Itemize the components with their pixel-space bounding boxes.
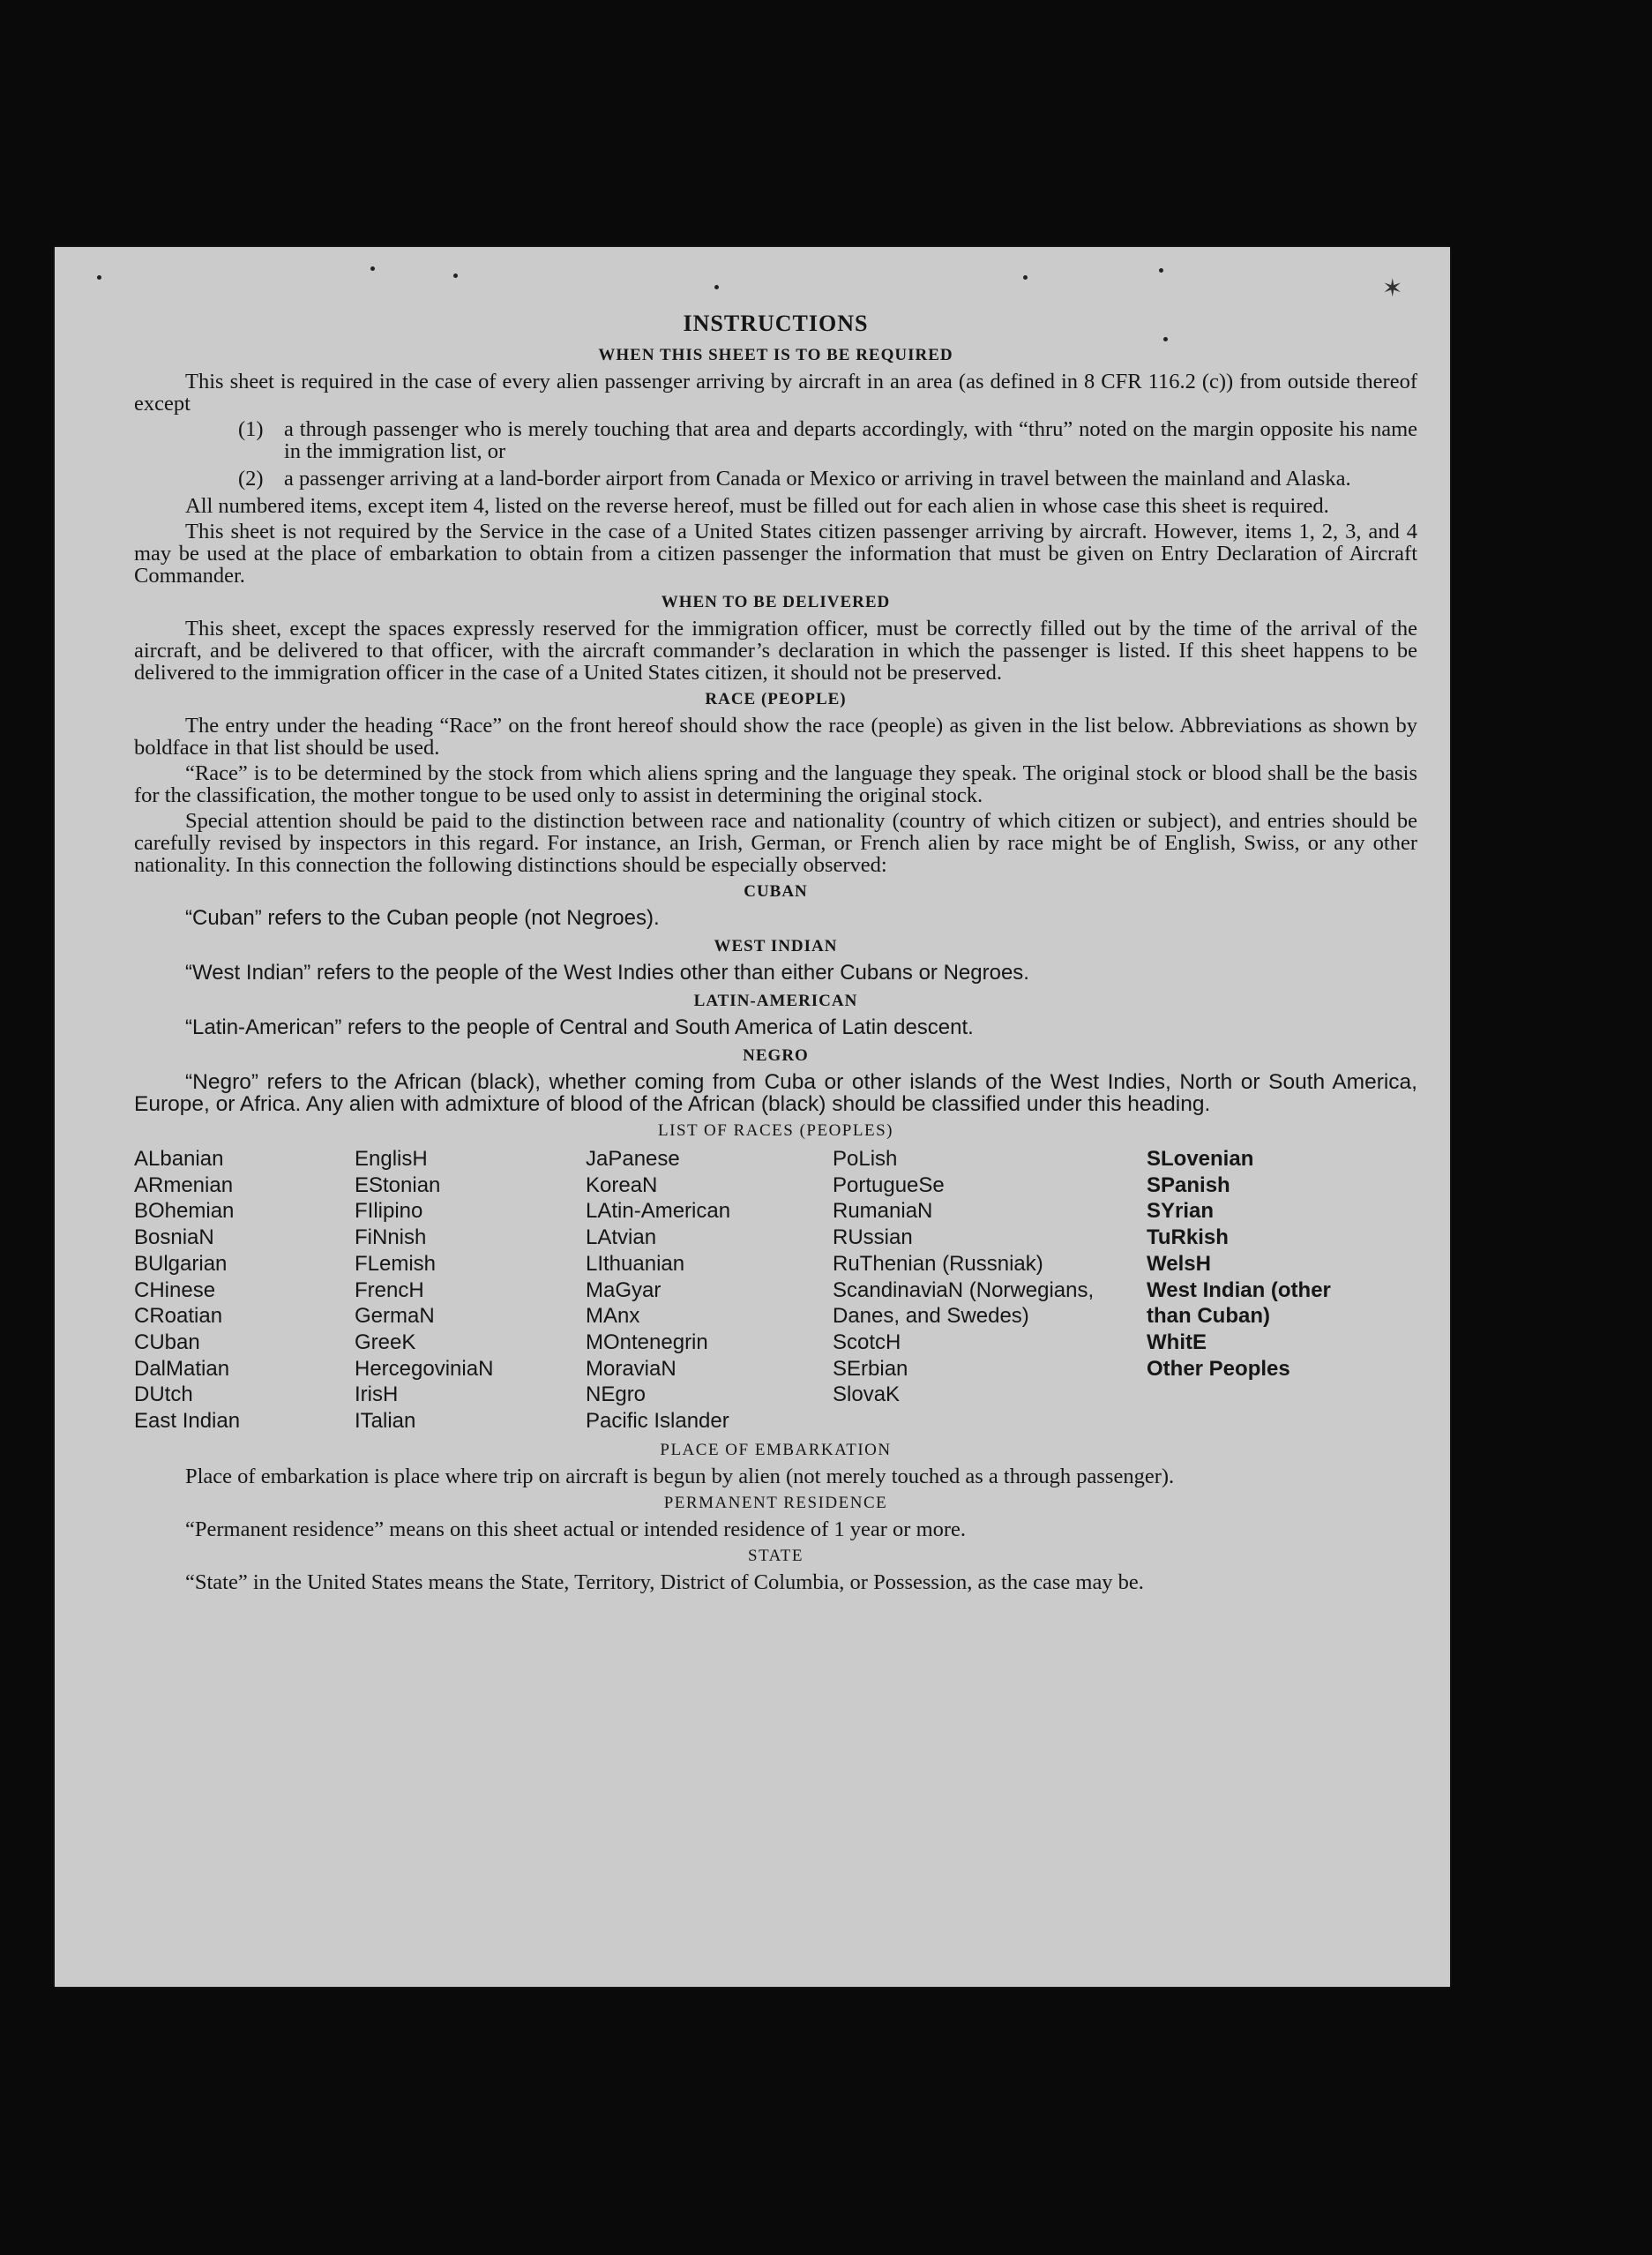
race-item: LIthuanian <box>586 1251 685 1276</box>
subheading-latin-american: LATIN-AMERICAN <box>693 992 858 1010</box>
race-item: ScotcH <box>833 1330 901 1354</box>
race-item: GreeK <box>355 1330 416 1354</box>
race-item: MaGyar <box>586 1277 662 1302</box>
race-item: CRoatian <box>134 1304 223 1329</box>
definition-negro: “Negro” refers to the African (black), whether coming from Cuba or other islands of the West Indies, North or South America, Europe, or Africa. Any alien with admixture of blood of the African (black) should be classified under this heading. <box>134 1070 1417 1116</box>
paragraph: “State” in the United States means the State, Territory, District of Columbia, or Possession, as the case may be. <box>185 1570 1144 1594</box>
list-item <box>134 418 1417 462</box>
race-item: ScandinaviaN (Norwegians, Danes, and Swedes) <box>833 1277 1095 1329</box>
race-item: Other Peoples <box>1147 1356 1290 1381</box>
item-text: a passenger arriving at a land-border airport from Canada or Mexico or arriving in travel between the mainland and Alaska. <box>284 467 1351 491</box>
race-item: WelsH <box>1147 1251 1211 1276</box>
paragraph: Place of embarkation is place where trip on aircraft is begun by alien (not merely touched as a through passenger). <box>185 1464 1175 1488</box>
race-item: BOhemian <box>134 1199 235 1224</box>
race-item: FrencH <box>355 1277 424 1302</box>
race-item: SYrian <box>1147 1199 1215 1224</box>
race-item: RuThenian (Russniak) <box>833 1251 1043 1276</box>
speck <box>1159 268 1163 273</box>
race-item: DUtch <box>134 1382 193 1407</box>
instructions-body <box>134 311 1417 1597</box>
race-item: MOntenegrin <box>586 1330 708 1354</box>
race-item: FIlipino <box>355 1199 423 1224</box>
race-item: DalMatian <box>134 1356 230 1381</box>
subheading-negro: NEGRO <box>743 1046 809 1065</box>
item-text: a through passenger who is merely touching that area and departs accordingly, with “thru” noted on the margin opposite his name in the immigration list, or <box>284 417 1417 463</box>
race-item: FLemish <box>355 1251 437 1276</box>
race-item: IrisH <box>355 1382 399 1407</box>
race-item: EnglisH <box>355 1147 428 1171</box>
section-heading-race: RACE (PEOPLE) <box>705 690 847 708</box>
paragraph: All numbered items, except item 4, listed on the reverse hereof, must be filled out for each alien in whose case this sheet is required. <box>185 494 1329 518</box>
speck <box>714 285 719 289</box>
paragraph: This sheet is not required by the Service in the case of a United States citizen passenger arriving by aircraft. However, items 1, 2, 3, and 4 may be used at the place of embarkation to obtain from a citizen passenger the information that must be given on Entry Declaration of Aircraft Commander. <box>134 520 1417 588</box>
speck <box>97 275 101 280</box>
speck <box>453 273 458 278</box>
race-item: West Indian (other than Cuban) <box>1147 1277 1331 1329</box>
race-item: TuRkish <box>1147 1225 1229 1250</box>
speck <box>370 266 375 271</box>
section-heading-delivered: WHEN TO BE DELIVERED <box>661 593 891 611</box>
race-item: ARmenian <box>134 1172 234 1197</box>
race-item: GermaN <box>355 1304 435 1329</box>
race-item: ALbanian <box>134 1147 224 1171</box>
races-column <box>134 1146 355 1435</box>
race-item: Pacific Islander <box>586 1409 729 1434</box>
race-item: PortugueSe <box>833 1172 945 1197</box>
paragraph: “Permanent residence” means on this sheet actual or intended residence of 1 year or more. <box>185 1517 967 1541</box>
ink-mark: ✶ <box>1382 275 1403 303</box>
paragraph: Special attention should be paid to the distinction between race and nationality (country of which citizen or subject), and entries should be carefully revised by inspectors in this regard. For instance, an Irish, German, or French alien by race might be of English, Swiss, or any other nationality. In this connection the following distinctions should be especially observed: <box>134 809 1417 877</box>
section-heading-residence: PERMANENT RESIDENCE <box>663 1493 888 1512</box>
race-item: LAtvian <box>586 1225 657 1250</box>
section-heading-required: WHEN THIS SHEET IS TO BE REQUIRED <box>598 346 953 364</box>
races-column <box>1147 1146 1376 1435</box>
definition-west-indian: “West Indian” refers to the people of the West Indies other than either Cubans or Negroes. <box>185 961 1029 985</box>
race-item: LAtin-American <box>586 1199 731 1224</box>
race-item: HercegoviniaN <box>355 1356 494 1381</box>
race-item: East Indian <box>134 1409 241 1434</box>
paragraph: This sheet is required in the case of every alien passenger arriving by aircraft in an area (as defined in 8 CFR 116.2 (c)) from outside thereof except <box>134 370 1417 416</box>
section-heading-embarkation: PLACE OF EMBARKATION <box>660 1440 892 1459</box>
race-item: SPanish <box>1147 1172 1230 1197</box>
document-sheet <box>55 247 1450 1987</box>
race-item: FiNnish <box>355 1225 427 1250</box>
race-item: SLovenian <box>1147 1147 1254 1171</box>
definition-latin-american: “Latin-American” refers to the people of Central and South America of Latin descent. <box>185 1015 974 1039</box>
race-item: CUban <box>134 1330 200 1354</box>
race-item: BosniaN <box>134 1225 214 1250</box>
paragraph: This sheet, except the spaces expressly reserved for the immigration officer, must be correctly filled out by the time of the arrival of the aircraft, and be delivered to that officer, with the aircraft commander’s declaration in which the passenger is listed. If this sheet happens to be delivered to the immigration officer in the case of a United States citizen, it should not be preserved. <box>134 617 1417 685</box>
subheading-cuban: CUBAN <box>744 882 808 901</box>
item-number: (2) <box>238 467 264 491</box>
race-item: WhitE <box>1147 1330 1207 1354</box>
paragraph: “Race” is to be determined by the stock from which aliens spring and the language they speak. The original stock or blood shall be the basis for the classification, the mother tongue to be used only to assist in determining the original stock. <box>134 761 1417 807</box>
subheading-west-indian: WEST INDIAN <box>714 937 838 955</box>
page-title: INSTRUCTIONS <box>683 311 869 336</box>
race-item: PoLish <box>833 1147 898 1171</box>
item-number: (1) <box>238 417 264 441</box>
race-item: ITalian <box>355 1409 416 1434</box>
race-item: JaPanese <box>586 1147 680 1171</box>
race-item: SlovaK <box>833 1382 901 1407</box>
race-item: MAnx <box>586 1304 640 1329</box>
race-item: KoreaN <box>586 1172 658 1197</box>
race-item: NEgro <box>586 1382 647 1407</box>
race-item: EStonian <box>355 1172 441 1197</box>
races-column <box>833 1146 1147 1435</box>
section-heading-state: STATE <box>748 1546 804 1565</box>
paragraph: The entry under the heading “Race” on the front hereof should show the race (people) as given in the list below. Abbreviations as shown by boldface in that list should be used. <box>134 714 1417 760</box>
race-item: RUssian <box>833 1225 913 1250</box>
races-column <box>586 1146 833 1435</box>
speck <box>1023 275 1028 280</box>
races-column <box>355 1146 586 1435</box>
list-item <box>134 468 1417 490</box>
race-item: SErbian <box>833 1356 908 1381</box>
races-list <box>134 1146 1417 1435</box>
races-list-heading: LIST OF RACES (PEOPLES) <box>658 1121 893 1140</box>
race-item: RumaniaN <box>833 1199 933 1224</box>
race-item: MoraviaN <box>586 1356 676 1381</box>
definition-cuban: “Cuban” refers to the Cuban people (not Negroes). <box>185 906 660 930</box>
race-item: BUlgarian <box>134 1251 228 1276</box>
race-item: CHinese <box>134 1277 216 1302</box>
